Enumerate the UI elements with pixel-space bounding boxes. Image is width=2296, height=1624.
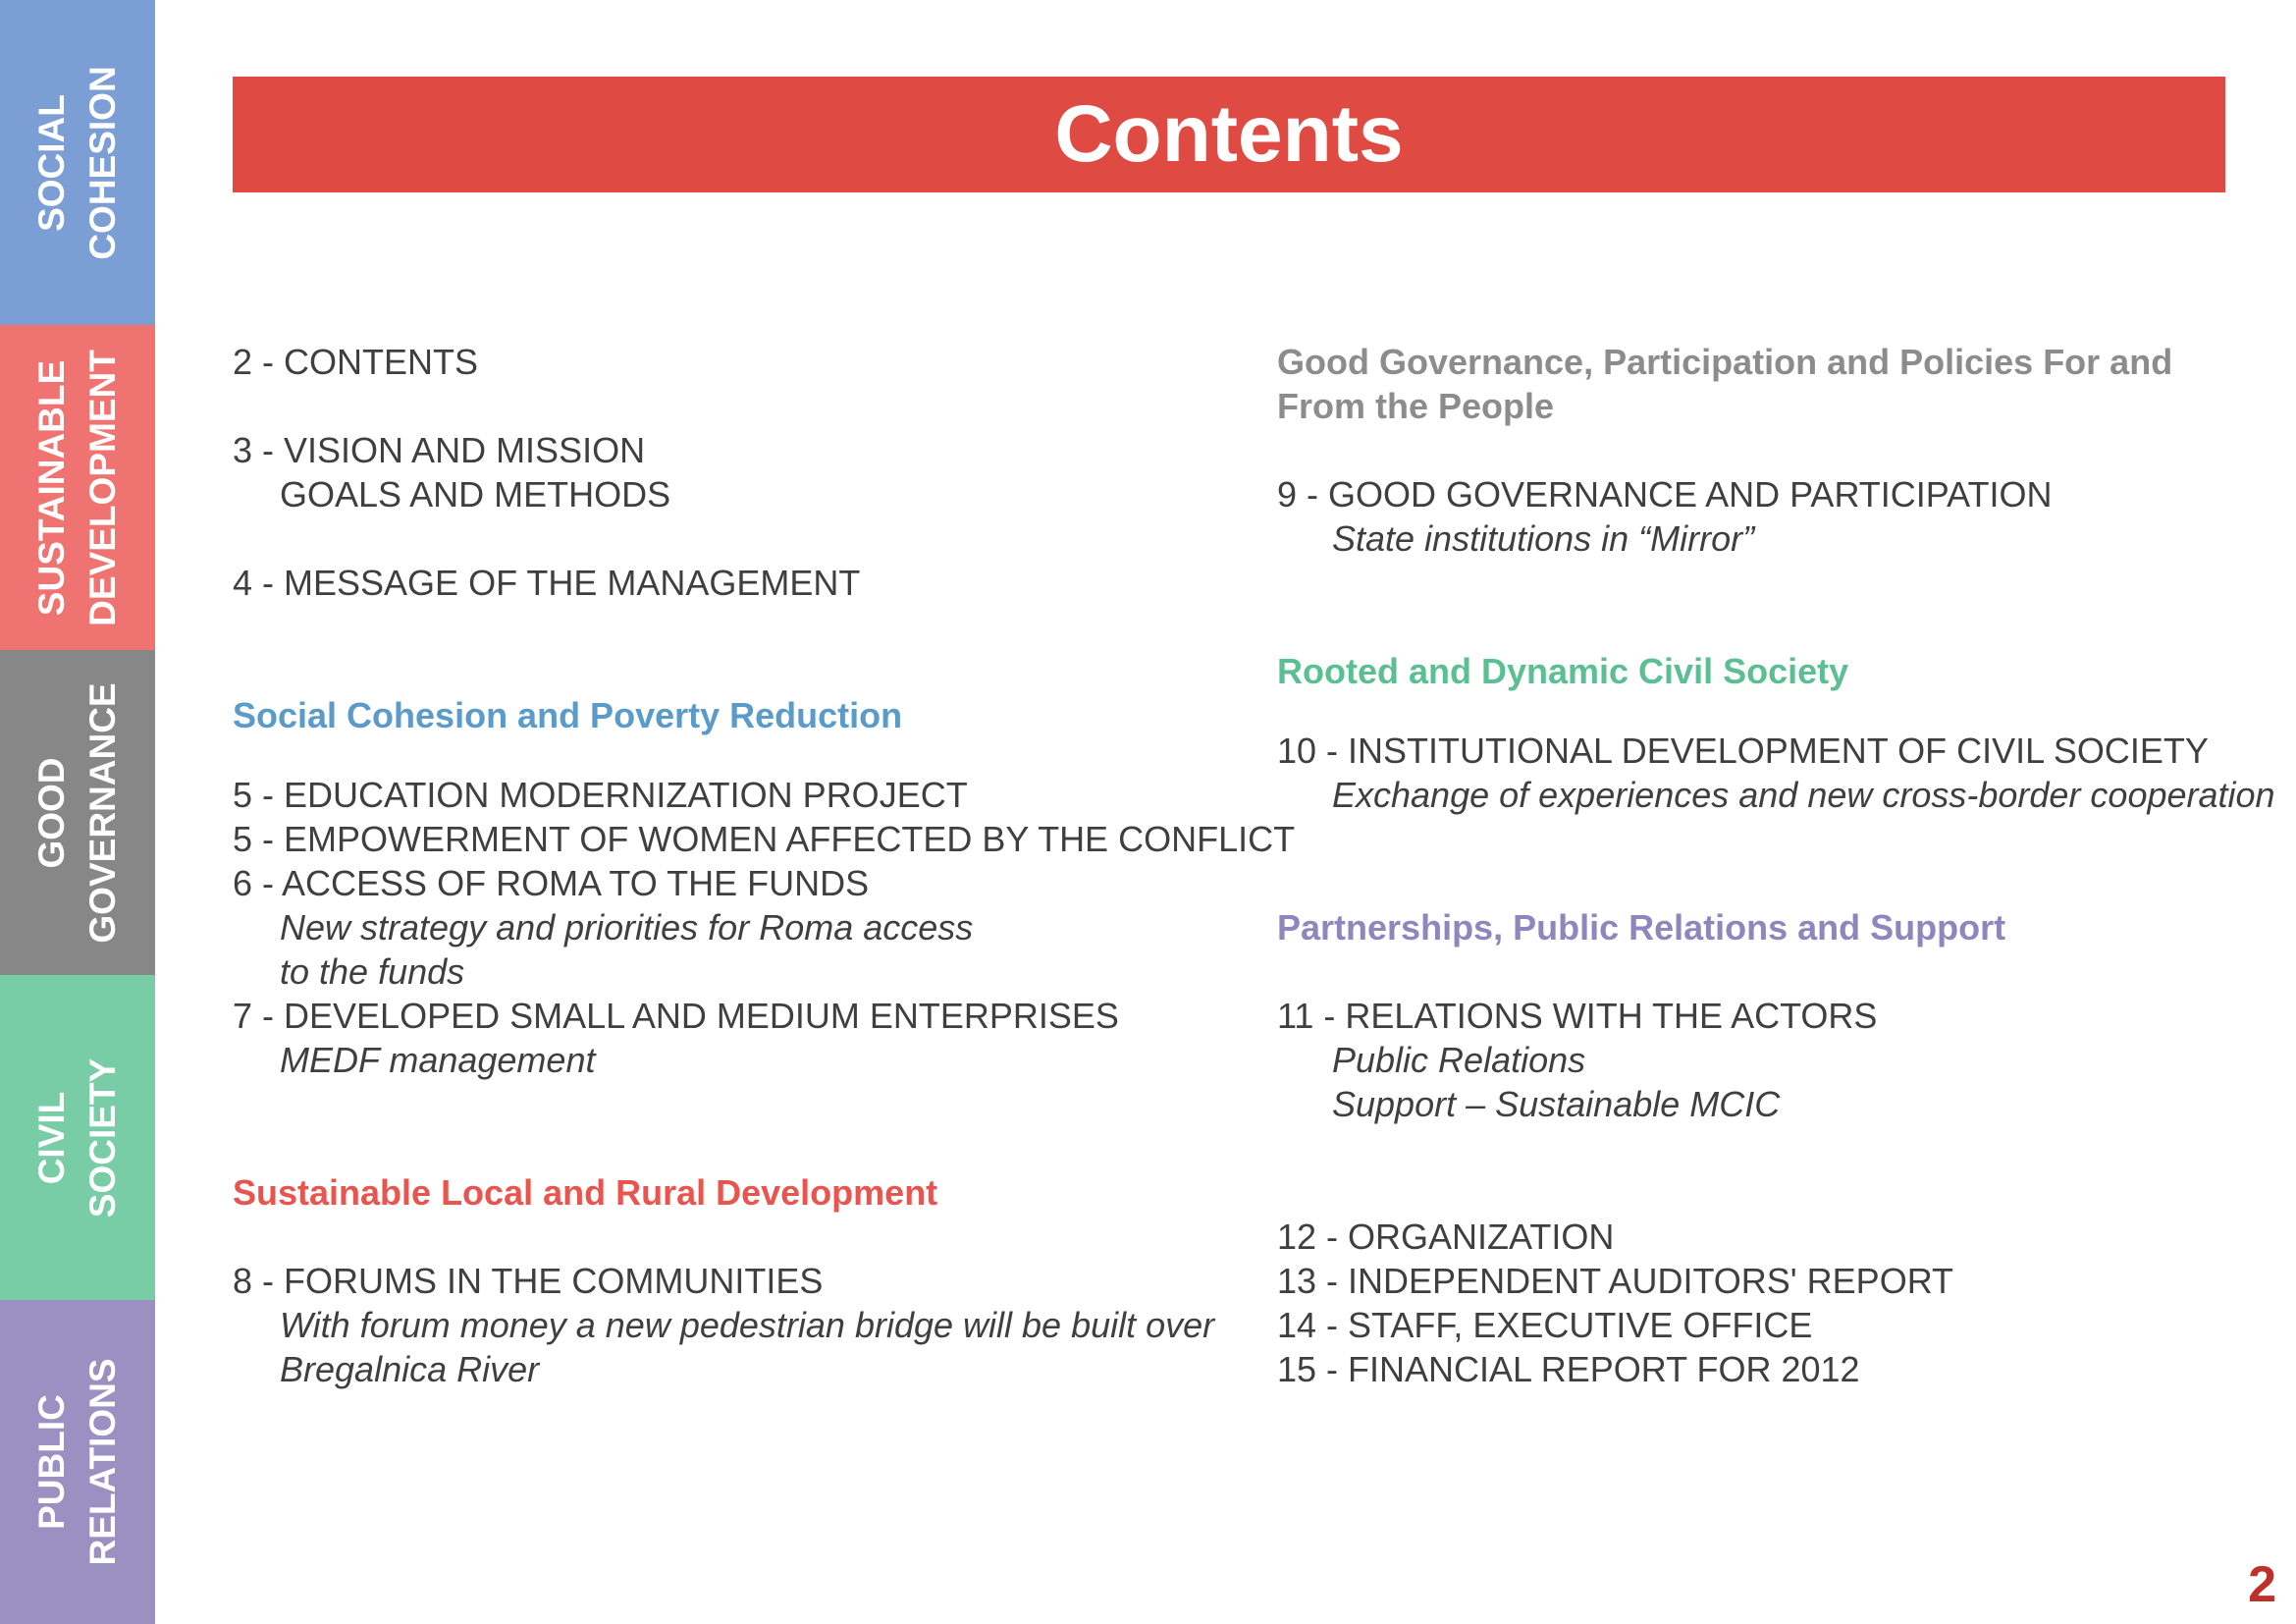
toc-right-column <box>1277 340 2275 1391</box>
toc-entry-organization[interactable]: 12 - ORGANIZATION <box>1277 1217 1615 1257</box>
toc-subentry-actors-2: Support – Sustainable MCIC <box>1332 1084 1781 1124</box>
tab-public-relations[interactable] <box>0 1300 155 1624</box>
toc-entry-roma[interactable]: 6 - ACCESS OF ROMA TO THE FUNDS <box>233 863 870 903</box>
tab-label-line2: RELATIONS <box>82 1358 123 1566</box>
tab-label-line2: SOCIETY <box>82 1057 123 1218</box>
tab-label-line1: CIVIL <box>31 1091 72 1184</box>
toc-subentry-forums-1: With forum money a new pedestrian bridge will be built over <box>280 1305 1215 1345</box>
page-title: Contents <box>1054 89 1404 179</box>
tab-label-line2: COHESION <box>82 65 123 260</box>
toc-entry-goals[interactable]: GOALS AND METHODS <box>280 474 671 514</box>
toc-entry-civil-society[interactable]: 10 - INSTITUTIONAL DEVELOPMENT OF CIVIL SOCIETY <box>1277 731 2209 771</box>
section-heading-social-cohesion: Social Cohesion and Poverty Reduction <box>233 695 903 735</box>
tab-label-line2: GOVERNANCE <box>82 681 123 944</box>
page-number: 2 <box>2248 1556 2276 1613</box>
tab-social-cohesion[interactable] <box>0 0 155 325</box>
title-banner <box>233 77 2225 192</box>
toc-subentry-roma-1: New strategy and priorities for Roma access <box>280 907 974 947</box>
tab-sustainable-development[interactable] <box>0 325 155 650</box>
tab-label-line1: SOCIAL <box>31 93 72 232</box>
toc-entry-vision[interactable]: 3 - VISION AND MISSION <box>233 430 646 470</box>
toc-subentry-civil-society: Exchange of experiences and new cross-border cooperation <box>1332 775 2275 815</box>
tab-label-line1: PUBLIC <box>31 1394 72 1530</box>
tab-label-line1: SUSTAINABLE <box>31 359 72 616</box>
toc-entry-forums[interactable]: 8 - FORUMS IN THE COMMUNITIES <box>233 1261 824 1301</box>
toc-entry-sme[interactable]: 7 - DEVELOPED SMALL AND MEDIUM ENTERPRISES <box>233 996 1119 1036</box>
section-heading-public-relations: Partnerships, Public Relations and Support <box>1277 907 2006 947</box>
toc-entry-staff[interactable]: 14 - STAFF, EXECUTIVE OFFICE <box>1277 1305 1813 1345</box>
toc-entry-message[interactable]: 4 - MESSAGE OF THE MANAGEMENT <box>233 563 861 603</box>
section-heading-sustainable-development: Sustainable Local and Rural Development <box>233 1172 938 1213</box>
tab-label-line2: DEVELOPMENT <box>82 349 123 626</box>
toc-entry-good-governance[interactable]: 9 - GOOD GOVERNANCE AND PARTICIPATION <box>1277 474 2053 514</box>
tab-civil-society[interactable] <box>0 975 155 1300</box>
toc-subentry-actors-1: Public Relations <box>1332 1040 1586 1080</box>
toc-entry-auditors[interactable]: 13 - INDEPENDENT AUDITORS' REPORT <box>1277 1261 1954 1301</box>
toc-entry-financial[interactable]: 15 - FINANCIAL REPORT FOR 2012 <box>1277 1349 1860 1389</box>
section-heading-good-governance: Good Governance, Participation and Policies For and From the People <box>1277 342 2173 426</box>
toc-subentry-sme: MEDF management <box>280 1040 596 1080</box>
tab-label-line1: GOOD <box>31 756 72 869</box>
toc-subentry-roma-2: to the funds <box>280 951 465 992</box>
toc-left-column <box>233 340 1296 1391</box>
sidebar <box>0 0 155 1624</box>
toc-subentry-forums-2: Bregalnica River <box>280 1349 540 1389</box>
toc-entry-contents[interactable]: 2 - CONTENTS <box>233 342 479 382</box>
tab-good-governance[interactable] <box>0 650 155 975</box>
toc-subentry-good-governance: State institutions in “Mirror” <box>1332 518 1755 559</box>
section-heading-civil-society: Rooted and Dynamic Civil Society <box>1277 651 1849 691</box>
toc-entry-education[interactable]: 5 - EDUCATION MODERNIZATION PROJECT <box>233 775 968 815</box>
toc-entry-empowerment[interactable]: 5 - EMPOWERMENT OF WOMEN AFFECTED BY THE CONFLICT <box>233 819 1296 859</box>
toc-entry-actors[interactable]: 11 - RELATIONS WITH THE ACTORS <box>1277 996 1878 1036</box>
